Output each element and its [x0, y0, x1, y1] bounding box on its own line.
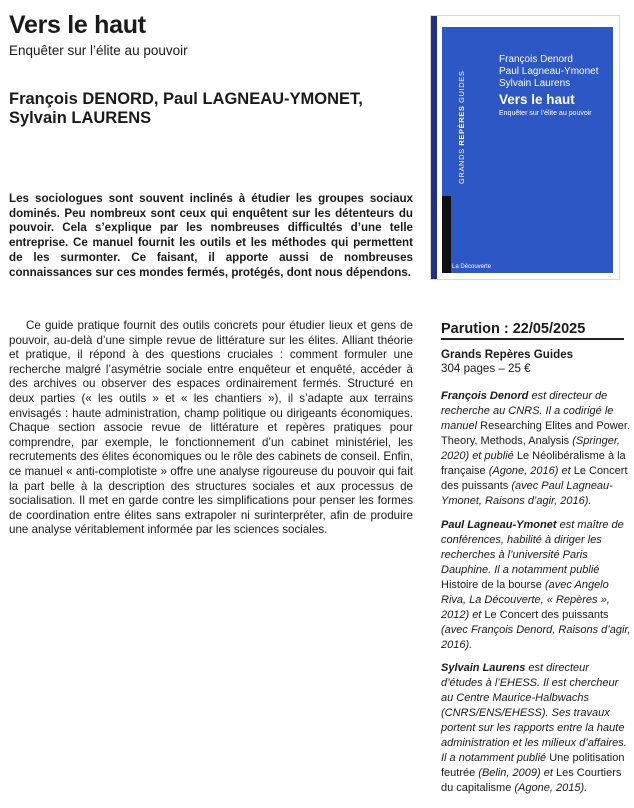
- series-part: REPÈRES: [457, 105, 466, 146]
- bio-text: est directeur d’études à l’EHESS. Il est chercheur au Centre Maurice-Halbwachs (CNRS/ENS/EHESS). Ses travaux portent sur les rapports entre la haute administration et les milieux d’affaires. Il a notamment publié: [441, 662, 627, 764]
- pages-price: 304 pages – 25 €: [441, 362, 531, 375]
- publication-date: [441, 321, 585, 337]
- book-description: [9, 319, 413, 538]
- bio-work: Une politisation feutrée: [441, 752, 625, 779]
- series-part: GRANDS: [457, 148, 466, 184]
- cover-spine-band: [431, 16, 437, 279]
- bio-name: Paul Lagneau-Ymonet: [441, 519, 557, 531]
- book-summary: Les sociologues sont souvent inclinés à étudier les groupes sociaux dominés. Peu nombreux sont ceux qui enquêtent sur les détenteurs du pouvoir. Cela s’explique par les nombreuses difficultés d’une telle entreprise. Ce manuel fournit les outils et les méthodes qui permettent de les surmonter. Ce faisant, il apporte aussi de nombreuses connaissances sur ces mondes fermés, protégés, dont nous dépendons.: [9, 192, 413, 279]
- bio-text: (Agone, 2016) et: [485, 465, 574, 477]
- collection-name: Grands Repères Guides: [441, 348, 574, 361]
- cover-author: François Denord: [499, 54, 573, 65]
- bio-text: (avec Paul Lagneau-Ymonet, Raisons d’agir, 2016).: [441, 480, 613, 507]
- cover-author: Sylvain Laurens: [499, 78, 571, 89]
- description-paragraph: Ce guide pratique fournit des outils concrets pour étudier lieux et gens de pouvoir, au-delà d’une simple revue de littérature sur les élites. Alliant théorie et pratique, il répond à des questions cruciales : comment formuler une recherche malgré l’asymétrie sociale entre enquêteur et enquêté, accéder à des archives ou observer des espaces ordinairement fermés. Structuré en deux parties (« les outils » et « les chantiers »), il s’adapte aux terrains envisagés : haute administration, champ politique ou dirigeants économiques. Chaque section associe revue de littérature et repères pratiques pour comprendre, par exemple, le fonctionnement d’un cabinet ministériel, les recrutements des élites économiques ou le rôle des cabinets de conseil. Enfin, ce manuel « anti-complotiste » offre une analyse rigoureuse du pouvoir qui fait la part belle à la description des structures sociales et aux processus de socialisation. Il met en garde contre les simplifications pour penser les formes de coordination entre élites sans extrapoler ni surinterpréter, afin de produire une analyse véritablement informée par les sciences sociales.: [9, 319, 413, 537]
- series-part: GUIDES: [457, 70, 466, 103]
- book-subtitle: Enquêter sur l’élite au pouvoir: [9, 43, 188, 58]
- bio-text: (Belin, 2009) et: [475, 767, 556, 779]
- bio-work: Les Courtiers du capitalisme: [441, 767, 622, 794]
- bio-text: (avec François Denord, Raisons d’agir, 2016).: [441, 624, 631, 651]
- bio-work: Le Concert des puissants: [484, 609, 609, 621]
- bio-work: Histoire de la bourse: [441, 579, 542, 591]
- book-authors: [9, 90, 389, 128]
- parution-underline: [441, 338, 624, 340]
- cover-publisher: La Découverte: [452, 264, 492, 270]
- bio-name: François Denord: [441, 390, 529, 402]
- cover-title: Vers le haut: [499, 92, 575, 107]
- cover-author: Paul Lagneau-Ymonet: [499, 66, 599, 77]
- bio-text: (Springer, 2020) et publié: [441, 435, 620, 462]
- authors-line-2: Sylvain LAURENS: [9, 109, 152, 127]
- parution-label: Parution :: [441, 321, 509, 337]
- cover-authors: [499, 54, 619, 90]
- cover-black-block: [442, 196, 451, 273]
- bio-text: est maître de conférences, habilité à diriger les recherches à l’université Paris Dauphine. Il a notamment publié: [441, 519, 624, 576]
- cover-series-label: [457, 71, 466, 184]
- bio-text: (avec Angelo Riva, La Découverte, « Repères », 2012) et: [441, 579, 610, 621]
- cover-subtitle: Enquêter sur l’élite au pouvoir: [499, 110, 592, 117]
- bio-text: (Agone, 2015).: [511, 782, 588, 794]
- bio-work: Le Néolibéralisme à la française: [441, 450, 626, 477]
- bio-name: Sylvain Laurens: [441, 662, 526, 674]
- parution-date: 22/05/2025: [512, 321, 586, 337]
- bio-work: Researching Elites and Power. Theory, Methods, Analysis: [441, 420, 630, 447]
- bio-work: Le Concert des puissants: [441, 465, 628, 492]
- authors-line-1: François DENORD, Paul LAGNEAU-YMONET,: [9, 90, 363, 108]
- bio-text: est directeur de recherche au CNRS. Il a codirigé le manuel: [441, 390, 614, 432]
- book-cover: [430, 15, 620, 280]
- author-bio-denord: [441, 389, 631, 509]
- author-bio-laurens: [441, 661, 631, 796]
- author-bio-lagneau-ymonet: [441, 518, 631, 653]
- book-title: Vers le haut: [9, 11, 146, 39]
